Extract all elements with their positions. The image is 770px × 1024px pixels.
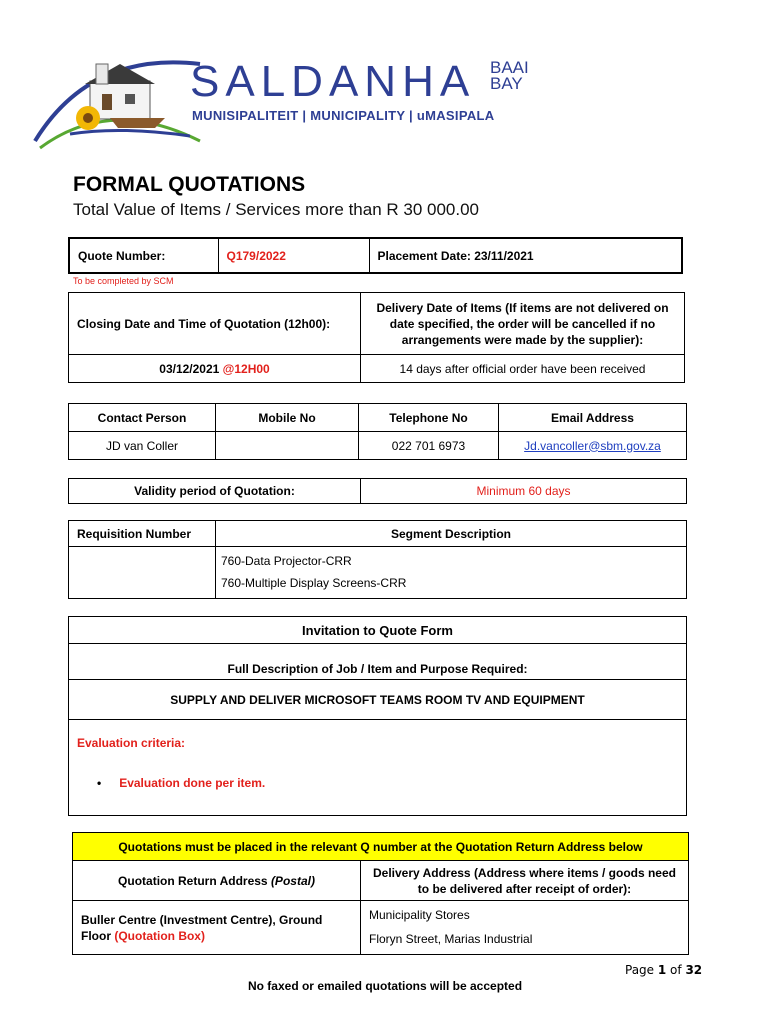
delivery-line-1: Municipality Stores [369, 908, 470, 922]
return-address-text: Buller Centre (Investment Centre), Ground Floor [81, 912, 323, 943]
segment-item: 760-Data Projector-CRR [221, 554, 352, 568]
delivery-label: Delivery Date of Items (If items are not delivered on date specified, the order will be cancelled if no arrangements were made by the supplier): [361, 293, 685, 355]
closing-time: @12H00 [222, 361, 270, 376]
validity-label: Validity period of Quotation: [69, 479, 361, 504]
description-value: SUPPLY AND DELIVER MICROSOFT TEAMS ROOM TV AND EQUIPMENT [69, 680, 687, 720]
invitation-table [68, 616, 687, 816]
return-banner: Quotations must be placed in the relevant Q number at the Quotation Return Address below [73, 833, 689, 861]
delivery-line-2: Floryn Street, Marias Industrial [369, 932, 533, 946]
requisition-table [68, 520, 687, 599]
page-title: FORMAL QUOTATIONS [73, 173, 306, 196]
placement-date: Placement Date: 23/11/2021 [369, 238, 682, 273]
telephone-header: Telephone No [359, 404, 499, 432]
logo-baai-bay [490, 60, 529, 92]
scm-note: To be completed by SCM [73, 276, 174, 286]
segment-description-label: Segment Description [216, 521, 687, 547]
validity-table [68, 478, 687, 504]
mobile-value [216, 432, 359, 460]
delivery-address-value [361, 901, 689, 955]
closing-label: Closing Date and Time of Quotation (12h00): [69, 293, 361, 355]
validity-value: Minimum 60 days [361, 479, 687, 504]
closing-date: 03/12/2021 [159, 361, 220, 376]
email-header: Email Address [499, 404, 687, 432]
page-total: 32 [685, 963, 703, 977]
closing-table [68, 292, 685, 383]
invitation-title: Invitation to Quote Form [69, 617, 687, 644]
segment-list [216, 547, 687, 599]
contact-person: JD van Coller [69, 432, 216, 460]
contact-table [68, 403, 687, 460]
bullet-icon: • [97, 776, 102, 790]
logo-baai: BAAI [490, 58, 529, 77]
page-of: of [666, 963, 686, 977]
evaluation-cell [69, 720, 687, 816]
email-link[interactable]: Jd.vancoller@sbm.gov.za [499, 432, 687, 460]
segment-item: 760-Multiple Display Screens-CRR [221, 576, 407, 590]
page-subtitle: Total Value of Items / Services more than R 30 000.00 [73, 200, 480, 219]
logo-wordmark [190, 57, 529, 106]
logo-bay: BAY [490, 74, 523, 93]
quote-number-label: Quote Number: [69, 238, 218, 273]
return-address-label [73, 861, 361, 901]
page-number [625, 963, 702, 977]
logo-subtitle: MUNISIPALITEIT | MUNICIPALITY | uMASIPALA [192, 108, 495, 123]
description-label: Full Description of Job / Item and Purpose Required: [69, 644, 687, 680]
telephone-value: 022 701 6973 [359, 432, 499, 460]
evaluation-item [77, 776, 678, 790]
requisition-number-value [69, 547, 216, 599]
closing-value [69, 355, 361, 383]
mobile-header: Mobile No [216, 404, 359, 432]
contact-person-header: Contact Person [69, 404, 216, 432]
return-address-table [72, 832, 689, 955]
return-address-box: (Quotation Box) [114, 928, 205, 943]
page-current: 1 [657, 963, 667, 977]
return-address-value [73, 901, 361, 955]
quote-number-value: Q179/2022 [218, 238, 369, 273]
return-address-label-text: Quotation Return Address [118, 873, 271, 888]
delivery-value: 14 days after official order have been received [361, 355, 685, 383]
delivery-address-label: Delivery Address (Address where items / goods need to be delivered after receipt of order): [361, 861, 689, 901]
return-address-postal: (Postal) [270, 873, 315, 888]
page-prefix: Page [625, 963, 658, 977]
requisition-number-label: Requisition Number [69, 521, 216, 547]
evaluation-label: Evaluation criteria: [77, 736, 186, 750]
footer-note: No faxed or emailed quotations will be accepted [247, 979, 523, 993]
logo-name: SALDANHA [190, 57, 476, 106]
quote-number-table [68, 237, 683, 274]
evaluation-item-text: Evaluation done per item. [119, 776, 266, 790]
